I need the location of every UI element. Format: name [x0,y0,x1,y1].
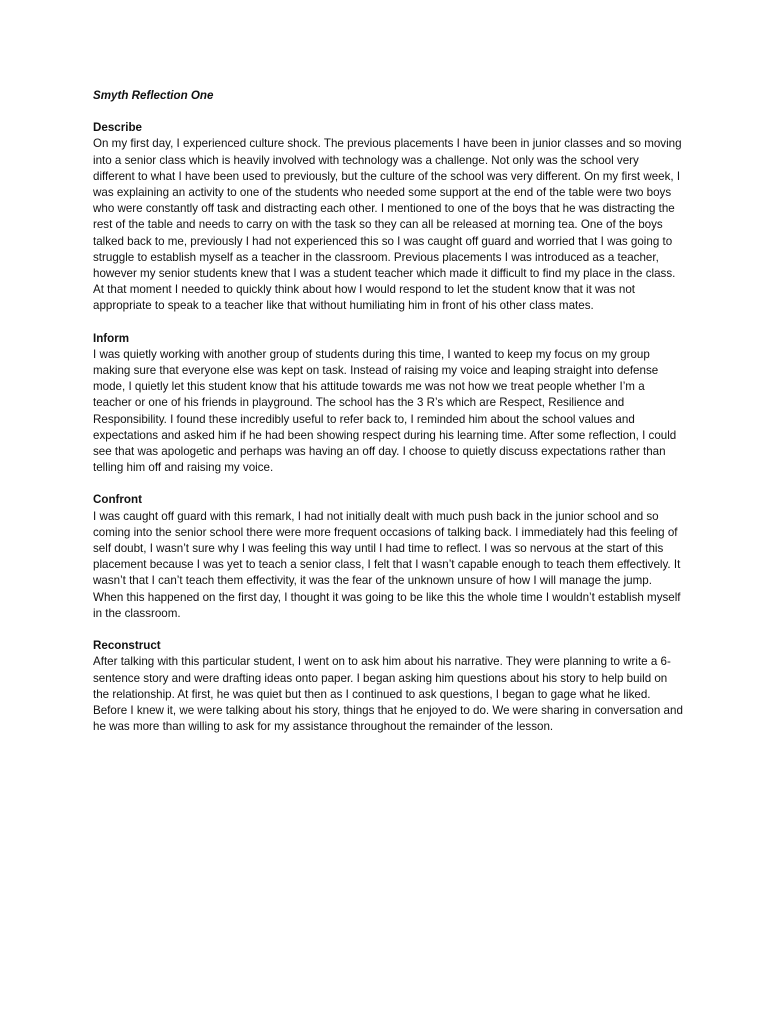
section-heading-inform: Inform [93,331,130,345]
section-heading-confront: Confront [93,493,142,507]
section-reconstruct [93,638,683,735]
section-heading-reconstruct: Reconstruct [93,639,161,653]
section-body-describe: On my first day, I experienced culture shock. The previous placements I have been in junior classes and so moving into a senior class which is heavily involved with technology was a challenge. Not only was the school very different to what I have been used to previously, but the culture of the school was very different. On my first week, I was explaining an activity to one of the students who needed some support at the end of the table were two boys who were constantly off task and distracting each other. I mentioned to one of the boys that he was distracting the rest of the table and needs to carry on with the task so they can all be released at morning tea. One of the boys talked back to me, previously I had not experienced this so I was caught off guard and worried that I was going to struggle to establish myself as a teacher in the classroom. Previous placements I was introduced as a teacher, however my senior students knew that I was a student teacher which made it difficult to find my place in the class. At that moment I needed to quickly think about how I would respond to let the student know that it was not appropriate to speak to a teacher like that without humiliating him in front of his other class mates. [93,137,682,313]
section-describe [93,120,683,314]
document-page [93,88,683,751]
section-confront [93,492,683,622]
document-title: Smyth Reflection One [93,89,214,102]
section-inform [93,331,683,477]
section-body-reconstruct: After talking with this particular student, I went on to ask him about his narrative. They were planning to write a 6-sentence story and were drafting ideas onto paper. I began asking him questions about his story to help build on the relationship. At first, he was quiet but then as I continued to ask questions, I began to gage what he liked. Before I knew it, we were talking about his story, things that he enjoyed to do. We were sharing in conversation and he was more than willing to ask for my assistance throughout the remainder of the lesson. [93,655,683,734]
section-body-confront: I was caught off guard with this remark, I had not initially dealt with much push back in the junior school and so coming into the senior school there were more frequent occasions of talking back. I immediately had this feeling of self doubt, I wasn’t sure why I was feeling this way until I had time to reflect. I was so nervous at the start of this placement because I was yet to teach a senior class, I felt that I wasn’t capable enough to teach them effectively. It wasn’t that I can’t teach them effectivity, it was the fear of the unknown unsure of how I will manage the jump. When this happened on the first day, I thought it was going to be like this the whole time I wouldn’t establish myself in the classroom. [93,509,681,620]
section-body-inform: I was quietly working with another group of students during this time, I wanted to keep my focus on my group making sure that everyone else was kept on task. Instead of raising my voice and leaping straight into defense mode, I quietly let this student know that his attitude towards me was not how we treat people whether I’m a teacher or one of his friends in playground. The school has the 3 R’s which are Respect, Resilience and Responsibility. I found these incredibly useful to refer back to, I reminded him about the school values and expectations and asked him if he had been showing respect during his learning time. After some reflection, I could see that was apologetic and perhaps was having an off day. I choose to quietly discuss expectations rather than telling him off and raising my voice. [93,347,677,475]
section-heading-describe: Describe [93,121,142,135]
